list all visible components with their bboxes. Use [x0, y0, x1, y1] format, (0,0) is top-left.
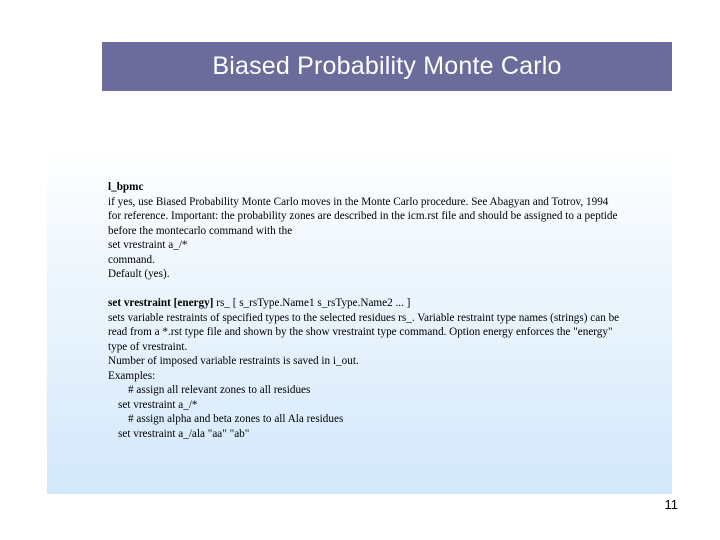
section2-line1: sets variable restraints of specified types to the selected residues rs_. Variable restraint type names (strings) can be	[108, 311, 620, 324]
section2-line4: Number of imposed variable restraints is saved in i_out.	[108, 355, 359, 367]
examples-label: Examples:	[108, 369, 156, 382]
section1-desc-line5: command.	[108, 253, 155, 266]
section1-desc-line4: set vrestraint a_/*	[108, 239, 188, 251]
section1-desc-line1: if yes, use Biased Probability Monte Carlo moves in the Monte Carlo procedure. See Abagyan and Totrov, 1994	[108, 195, 609, 208]
section1-desc-line3: before the montecarlo command with the	[108, 224, 293, 237]
section1-default: Default (yes).	[108, 268, 170, 280]
example2-comment: # assign alpha and beta zones to all Ala residues	[128, 413, 344, 425]
section1-term: l_bpmc	[108, 181, 144, 193]
content-text	[108, 180, 670, 441]
page-number: 11	[664, 497, 678, 512]
slide-title-bar	[102, 42, 672, 91]
section2-command-bold: set vrestraint [energy]	[108, 297, 214, 309]
section2-command-args: rs_ [ s_rsType.Name1 s_rsType.Name2 ... ]	[213, 297, 411, 309]
spacer	[108, 282, 670, 297]
section2-command	[108, 296, 670, 311]
example1-comment: # assign all relevant zones to all residues	[128, 384, 311, 396]
section2-line2: read from a *.rst type file and shown by the show vrestraint type command. Option energy enforces the "energy"	[108, 326, 613, 338]
section1-desc-line2: for reference. Important: the probability zones are described in the icm.rst file and should be assigned to a peptide	[108, 210, 618, 222]
example1-command: set vrestraint a_/*	[118, 398, 198, 411]
section2-line3: type of vrestraint.	[108, 340, 188, 353]
example2-command: set vrestraint a_/ala "aa" "ab"	[118, 427, 250, 440]
slide-title: Biased Probability Monte Carlo	[212, 52, 562, 80]
